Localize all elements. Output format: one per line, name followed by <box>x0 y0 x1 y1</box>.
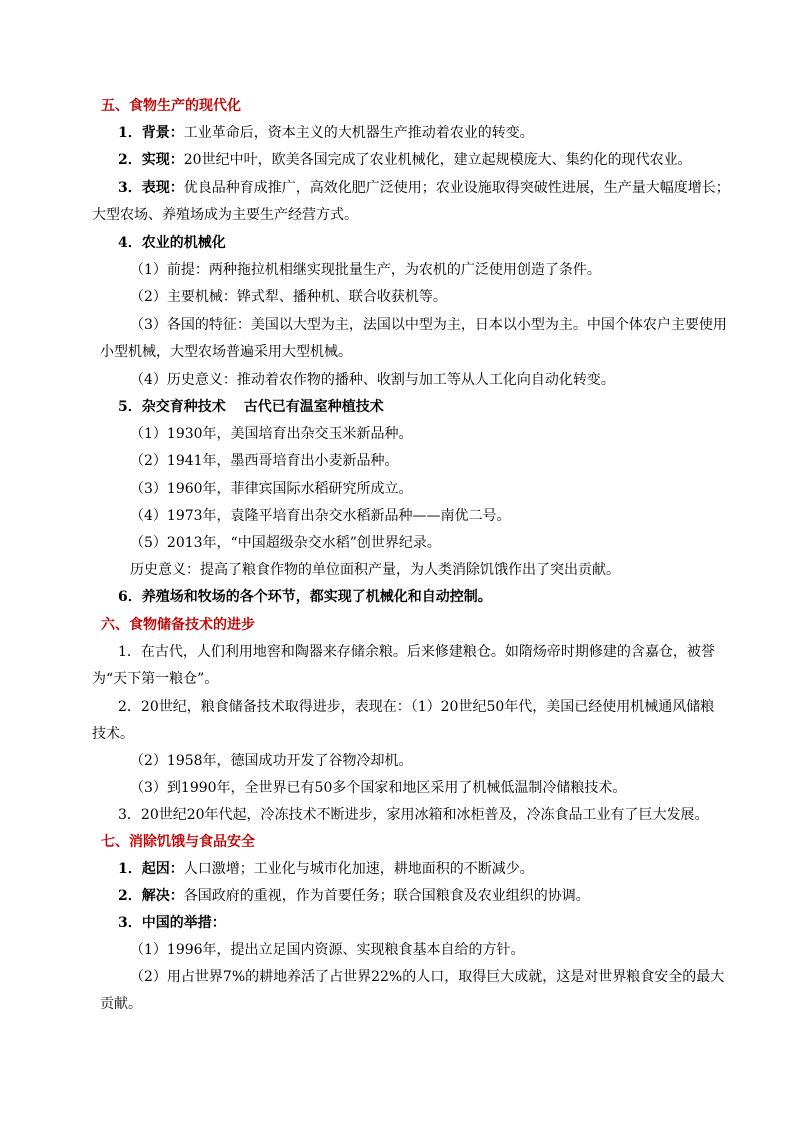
s5-item-3-text-line2: 大型农场、养殖场成为主要生产经营方式。 <box>92 207 358 223</box>
s5-item-3-text-line1: 优良品种育成推广，高效化肥广泛使用；农业设施取得突破性进展，生产量大幅度增长； <box>183 180 730 196</box>
s5-item-2-label: 2．实现： <box>118 152 184 168</box>
section-7-heading: 七、消除饥饿与食品安全 <box>101 834 255 850</box>
s5-item-5-sub-3: （3）1960年，菲律宾国际水稻研究所成立。 <box>130 481 413 497</box>
s5-item-5-sub-1: （1）1930年，美国培育出杂交玉米新品种。 <box>130 426 413 442</box>
section-5-heading: 五、食物生产的现代化 <box>101 98 241 114</box>
s5-item-5-sub-4: （4）1973年，袁隆平培育出杂交水稻新品种——南优二号。 <box>130 508 511 524</box>
s7-item-1-label: 1．起因： <box>118 861 184 877</box>
s5-item-3 <box>118 179 730 197</box>
s5-item-2 <box>118 151 692 169</box>
s5-item-1-text: 工业革命后，资本主义的大机器生产推动着农业的转变。 <box>183 125 534 141</box>
s7-item-1 <box>118 860 534 878</box>
s5-item-1-label: 1．背景： <box>118 125 184 141</box>
s7-item-2-label: 2．解决： <box>118 888 184 904</box>
s7-item-3-sub-2-line1: （2）用占世界7%的耕地养活了占世界22%的人口，取得巨大成就，这是对世界粮食安全的最大 <box>130 969 725 985</box>
s5-item-4-sub-2: （2）主要机械：铧式犁、播种机、联合收获机等。 <box>130 289 447 305</box>
s7-item-1-text: 人口激增；工业化与城市化加速，耕地面积的不断减少。 <box>183 861 534 877</box>
s6-item-2-line1: 2．20世纪，粮食储备技术取得进步，表现在：（1）20世纪50年代，美国已经使用机械通风储粮 <box>118 699 715 715</box>
s5-item-5-heading <box>118 398 384 416</box>
section-6-heading: 六、食物储备技术的进步 <box>101 617 255 633</box>
s6-item-2-sub-3: （3）到1990年，全世界已有50多个国家和地区采用了机械低温制冷储粮技术。 <box>130 780 627 796</box>
s5-item-5-sub-2: （2）1941年，墨西哥培育出小麦新品种。 <box>130 453 399 469</box>
s6-item-2-line2: 技术。 <box>92 726 134 742</box>
s5-item-4-sub-3-line1: （3）各国的特征：美国以大型为主，法国以中型为主，日本以小型为主。中国个体农户主要使用 <box>130 317 727 333</box>
s5-item-4-sub-3-line2: 小型机械，大型农场普遍采用大型机械。 <box>100 344 352 360</box>
s7-item-2-text: 各国政府的重视，作为首要任务；联合国粮食及农业组织的协调。 <box>183 888 590 904</box>
s5-item-5-title: 5．杂交育种技术 <box>118 399 226 415</box>
s5-item-4-sub-1: （1）前提：两种拖拉机相继实现批量生产，为农机的广泛使用创造了条件。 <box>130 262 601 278</box>
s7-item-3-heading: 3．中国的举措： <box>118 915 226 931</box>
s5-item-5-note: 古代已有温室种植技术 <box>243 399 384 415</box>
s7-item-3-sub-1: （1）1996年，提出立足国内资源、实现粮食基本自给的方针。 <box>130 942 525 958</box>
s5-item-2-text: 20世纪中叶，欧美各国完成了农业机械化，建立起规模庞大、集约化的现代农业。 <box>183 152 692 168</box>
s6-item-3: 3．20世纪20年代起，冷冻技术不断进步，家用冰箱和冰柜普及，冷冻食品工业有了巨大发展。 <box>118 807 709 823</box>
s5-item-6: 6．养殖场和牧场的各个环节，都实现了机械化和自动控制。 <box>118 589 492 605</box>
s5-item-4-heading: 4．农业的机械化 <box>118 235 226 251</box>
s6-item-2-sub-2: （2）1958年，德国成功开发了谷物冷却机。 <box>130 753 413 769</box>
s5-item-5-significance: 历史意义：提高了粮食作物的单位面积产量，为人类消除饥饿作出了突出贡献。 <box>130 562 620 578</box>
s5-item-4-sub-4: （4）历史意义：推动着农作物的播种、收割与加工等从人工化向自动化转变。 <box>130 372 615 388</box>
s7-item-2 <box>118 887 590 905</box>
s5-item-1 <box>118 124 534 142</box>
s6-item-1-line1: 1．在古代，人们利用地窖和陶器来存储余粮。后来修建粮仓。如隋炀帝时期修建的含嘉仓，被誉 <box>118 644 715 660</box>
s5-item-5-sub-5: （5）2013年，“中国超级杂交水稻”创世界纪录。 <box>130 535 441 551</box>
s5-item-3-label: 3．表现： <box>118 180 184 196</box>
s7-item-3-sub-2-line2: 贡献。 <box>100 996 142 1012</box>
s6-item-1-line2: 为“天下第一粮仓”。 <box>92 671 219 687</box>
